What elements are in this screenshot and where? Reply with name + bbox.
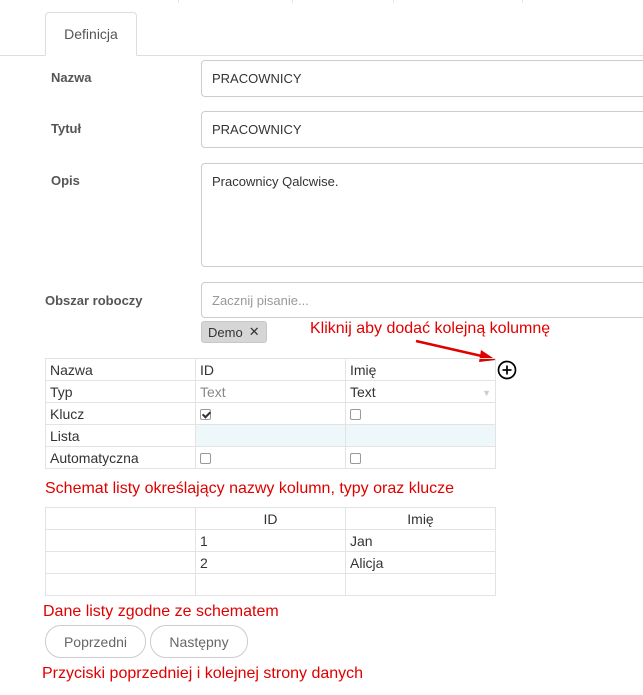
auto-checkbox[interactable] [200,453,211,464]
table-row[interactable] [46,552,496,574]
name-field[interactable]: PRACOWNICY [201,60,643,97]
data-table [45,507,496,596]
auto-checkbox[interactable] [350,453,361,464]
header-cell [46,508,196,530]
next-button[interactable]: Następny [150,625,248,658]
workspace-chip-label: Demo [208,324,243,340]
workspace-label: Obszar roboczy [45,293,143,308]
name-cell[interactable]: Jan [346,530,496,552]
data-annotation: Dane listy zgodne ze schematem [43,603,279,620]
type-value: Text [350,383,376,400]
schema-column-name-cell[interactable]: ID [196,359,346,381]
id-cell[interactable]: 2 [196,552,346,574]
title-label: Tytuł [51,121,82,136]
schema-row-auto [46,447,496,469]
key-checkbox[interactable] [350,409,361,420]
buttons-annotation: Przyciski poprzedniej i kolejnej strony danych [42,665,364,682]
schema-list-cell[interactable] [196,425,346,447]
table-row[interactable] [46,530,496,552]
name-cell[interactable]: Alicja [346,552,496,574]
schema-column-type-cell[interactable]: Text [196,381,346,403]
table-row[interactable] [46,574,496,596]
schema-row-list [46,425,496,447]
schema-row-label: Typ [46,381,196,403]
schema-column-name-cell[interactable]: Imię [346,359,496,381]
data-table-header [46,508,496,530]
description-textarea[interactable]: Pracownicy Qalcwise. [201,163,643,267]
schema-row-label: Lista [46,425,196,447]
schema-row-name [46,359,496,381]
schema-row-label: Klucz [46,403,196,425]
title-field[interactable]: PRACOWNICY [201,111,643,148]
dropdown-caret-icon[interactable]: ▼ [482,387,491,398]
description-label: Opis [51,173,80,188]
schema-column-type-cell[interactable] [346,381,496,403]
schema-row-type [46,381,496,403]
schema-row-label: Nazwa [46,359,196,381]
workspace-input[interactable]: Zacznij pisanie... [201,282,643,318]
top-divider [0,0,643,3]
schema-annotation: Schemat listy określający nazwy kolumn, typy oraz klucze [45,480,455,497]
workspace-chip [201,321,267,343]
add-column-annotation: Kliknij aby dodać kolejną kolumnę [310,320,551,337]
schema-row-key [46,403,496,425]
schema-list-cell[interactable] [346,425,496,447]
previous-button[interactable]: Poprzedni [45,625,146,658]
plus-circle-icon[interactable] [497,360,517,380]
chip-remove-icon[interactable]: ✕ [248,324,260,339]
key-checkbox[interactable] [200,409,211,420]
header-cell: Imię [346,508,496,530]
schema-row-label: Automatyczna [46,447,196,469]
header-cell: ID [196,508,346,530]
id-cell[interactable]: 1 [196,530,346,552]
schema-table [45,358,496,469]
name-label: Nazwa [51,70,92,85]
tab-definicja[interactable]: Definicja [45,12,137,56]
